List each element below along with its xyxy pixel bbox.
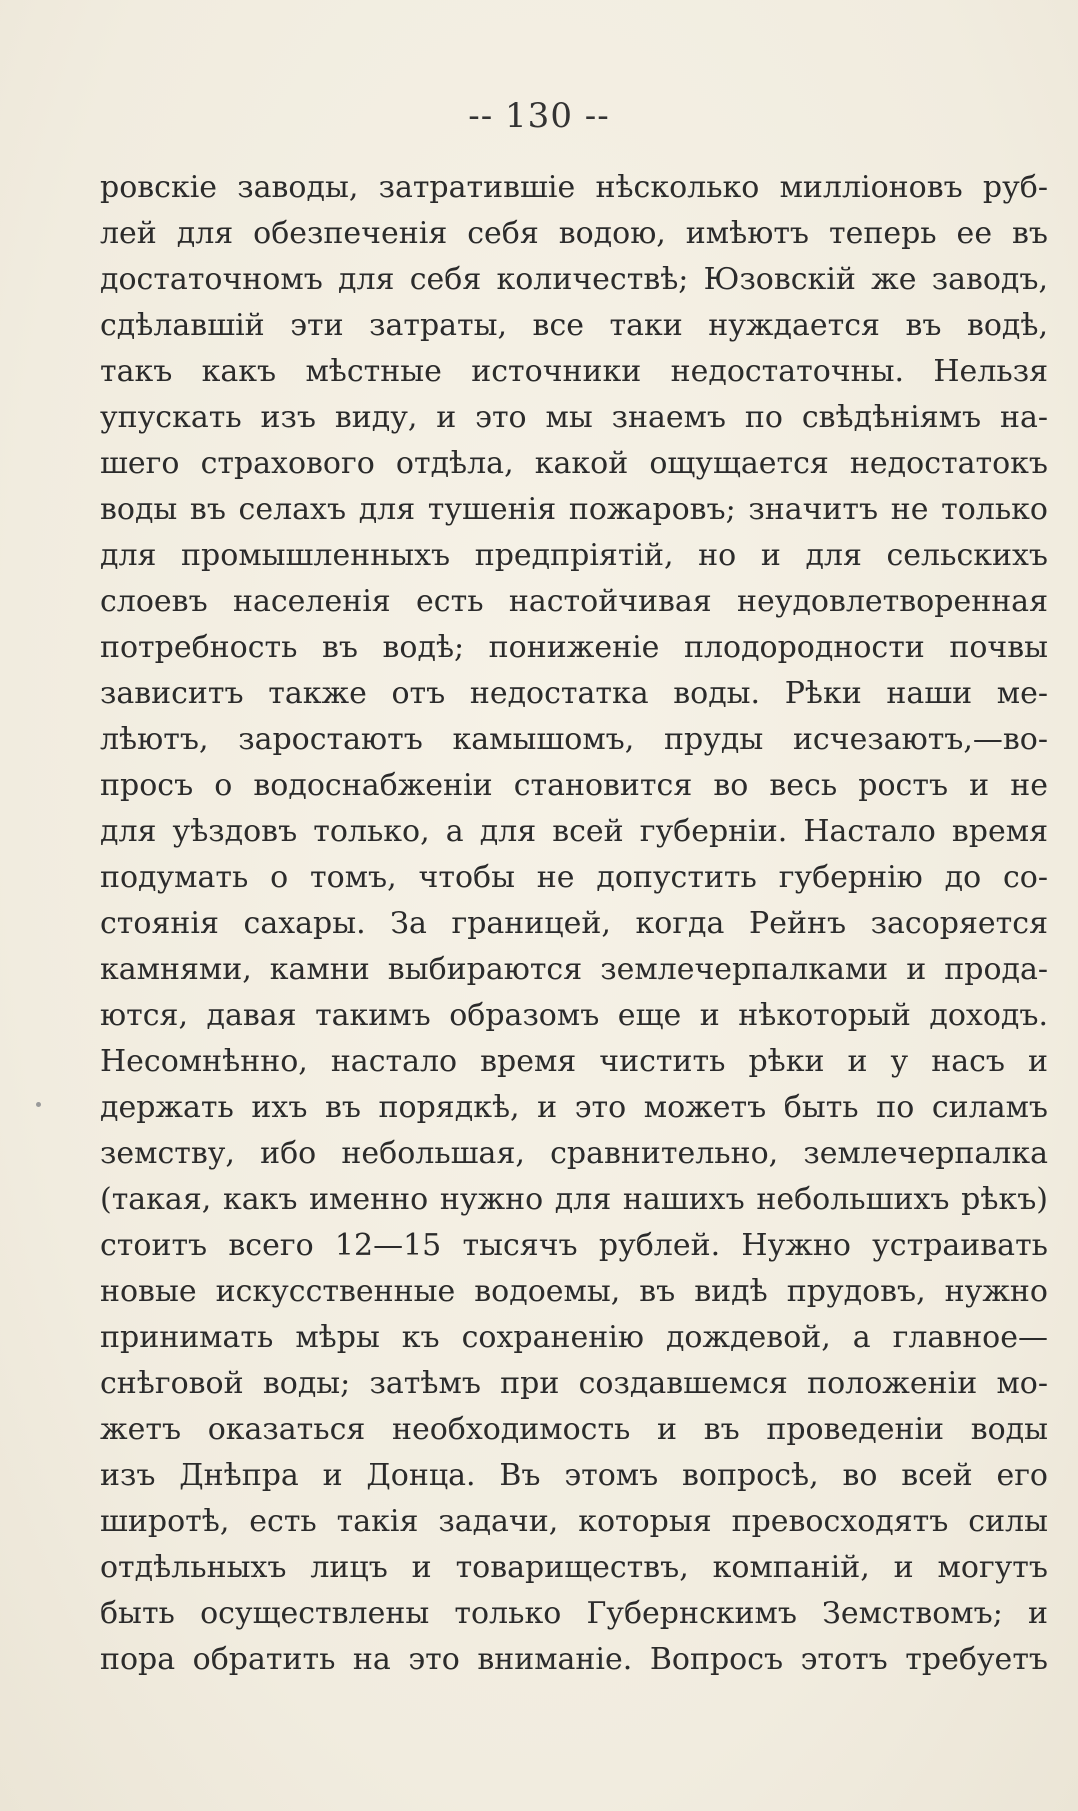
text-line: земству, ибо небольшая, сравнительно, землечерпалка	[100, 1136, 1048, 1171]
text-line: ровскіе заводы, затратившіе нѣсколько милліоновъ руб-	[100, 170, 1048, 205]
text-line: Несомнѣнно, настало время чистить рѣки и у насъ и	[100, 1044, 1048, 1079]
text-line: держать ихъ въ порядкѣ, и это можетъ быть по силамъ	[100, 1090, 1048, 1125]
text-line: принимать мѣры къ сохраненію дождевой, а главное—	[100, 1320, 1048, 1355]
text-line: слоевъ населенія есть настойчивая неудовлетворенная	[100, 584, 1048, 619]
text-line: просъ о водоснабженіи становится во весь ростъ и не	[100, 768, 1048, 803]
text-line: такъ какъ мѣстные источники недостаточны. Нельзя	[100, 354, 1048, 389]
text-line: снѣговой воды; затѣмъ при создавшемся положеніи мо-	[100, 1366, 1048, 1401]
text-line: изъ Днѣпра и Донца. Въ этомъ вопросѣ, во всей его	[100, 1458, 1048, 1493]
text-line: зависитъ также отъ недостатка воды. Рѣки наши ме-	[100, 676, 1048, 711]
page-number: -- 130 --	[468, 96, 610, 136]
text-line: пора обратить на это вниманіе. Вопросъ этотъ требуетъ	[100, 1642, 1048, 1677]
text-line: быть осуществлены только Губернскимъ Земствомъ; и	[100, 1596, 1048, 1631]
text-line: для промышленныхъ предпріятій, но и для сельскихъ	[100, 538, 1048, 573]
text-line: потребность въ водѣ; пониженіе плодородности почвы	[100, 630, 1048, 665]
text-line: упускать изъ виду, и это мы знаемъ по свѣдѣніямъ на-	[100, 400, 1048, 435]
text-line: жетъ оказаться необходимость и въ проведеніи воды	[100, 1412, 1048, 1447]
text-line: (такая, какъ именно нужно для нашихъ небольшихъ рѣкъ)	[100, 1182, 1048, 1217]
body-text	[100, 165, 1048, 1683]
text-line: лѣютъ, заростаютъ камышомъ, пруды исчезаютъ,—во-	[100, 722, 1048, 757]
text-line: стоянія сахары. За границей, когда Рейнъ засоряется	[100, 906, 1048, 941]
text-line: подумать о томъ, чтобы не допустить губернію до со-	[100, 860, 1048, 895]
text-line: для уѣздовъ только, а для всей губерніи. Настало время	[100, 814, 1048, 849]
text-line: широтѣ, есть такія задачи, которыя превосходятъ силы	[100, 1504, 1048, 1539]
text-line: ются, давая такимъ образомъ еще и нѣкоторый доходъ.	[100, 998, 1048, 1033]
text-line: достаточномъ для себя количествѣ; Юзовскій же заводъ,	[100, 262, 1048, 297]
text-line: камнями, камни выбираются землечерпалками и прода-	[100, 952, 1048, 987]
text-line: стоитъ всего 12—15 тысячъ рублей. Нужно устраивать	[100, 1228, 1048, 1263]
text-line: сдѣлавшій эти затраты, все таки нуждается въ водѣ,	[100, 308, 1048, 343]
margin-mark	[36, 1102, 41, 1107]
text-line: отдѣльныхъ лицъ и товариществъ, компаній, и могутъ	[100, 1550, 1048, 1585]
text-line: воды въ селахъ для тушенія пожаровъ; значитъ не только	[100, 492, 1048, 527]
text-line: шего страхового отдѣла, какой ощущается недостатокъ	[100, 446, 1048, 481]
text-line: новые искусственные водоемы, въ видѣ прудовъ, нужно	[100, 1274, 1048, 1309]
text-line: лей для обезпеченія себя водою, имѣютъ теперь ее въ	[100, 216, 1048, 251]
